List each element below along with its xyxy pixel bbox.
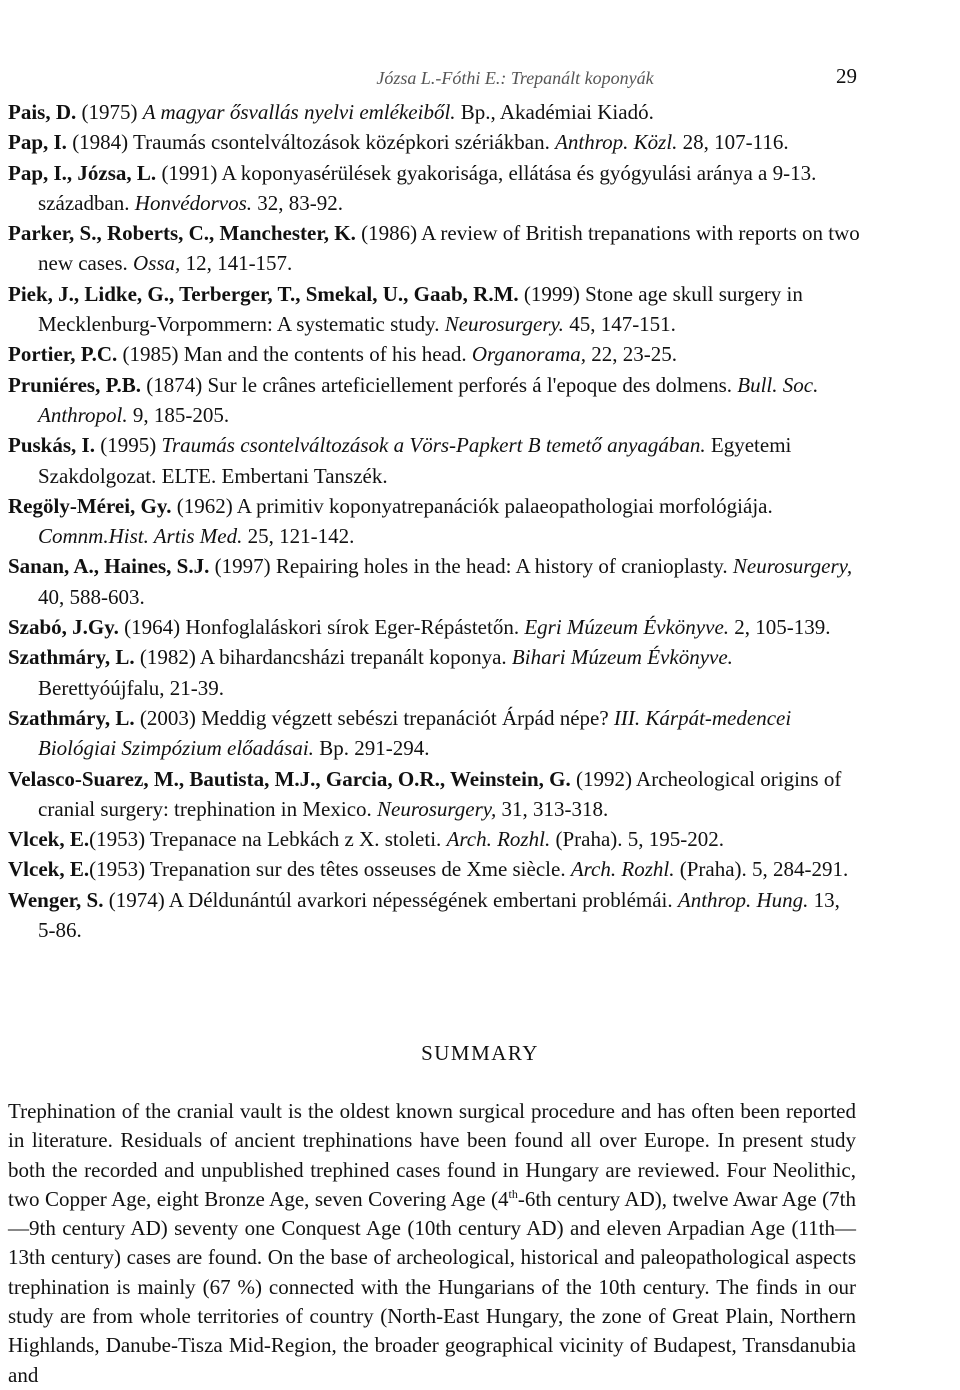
reference-entry bbox=[8, 218, 860, 279]
ref-rest: 40, 588-603. bbox=[38, 584, 145, 609]
reference-list bbox=[8, 97, 860, 945]
ref-authors: Sanan, A., Haines, S.J. bbox=[8, 554, 210, 579]
ref-title: Bull. Soc. Anthropol. bbox=[38, 372, 819, 427]
ref-rest: Egyetemi Szakdolgozat. ELTE. Embertani Tanszék. bbox=[38, 433, 792, 488]
ref-text: (1984) Traumás csontelváltozások középkori szériákban. bbox=[66, 130, 556, 155]
reference-entry bbox=[8, 430, 860, 491]
ref-title: Organorama, bbox=[471, 342, 587, 367]
reference-entry bbox=[8, 97, 860, 127]
ref-title: Comnm.Hist. Artis Med. bbox=[38, 524, 243, 549]
reference-entry bbox=[8, 339, 860, 369]
reference-entry bbox=[8, 158, 860, 219]
ref-text: (1992) Archeological origins of cranial surgery: trephination in Mexico. bbox=[38, 766, 842, 821]
ref-text: (1975) bbox=[76, 100, 143, 124]
ref-authors: Pais, D. bbox=[8, 100, 77, 124]
ref-rest: 28, 107-116. bbox=[677, 130, 789, 155]
ref-text: (1991) A koponyasérülések gyakorisága, ellátása és gyógyulási aránya a 9-13. században. bbox=[38, 160, 817, 215]
reference-entry bbox=[8, 642, 860, 703]
ref-authors: Szathmáry, L. bbox=[8, 645, 135, 670]
ref-title: Anthrop. Közl. bbox=[555, 130, 678, 155]
running-head: Józsa L.-Fóthi E.: Trepanált koponyák bbox=[376, 68, 654, 88]
ref-authors: Puskás, I. bbox=[8, 433, 95, 458]
ref-authors: Szathmáry, L. bbox=[8, 705, 135, 730]
ref-authors: Velasco-Suarez, M., Bautista, M.J., Garcia, O.R., Weinstein, G. bbox=[8, 766, 571, 791]
ref-title: Bihari Múzeum Évkönyve. bbox=[511, 645, 733, 670]
reference-entry bbox=[8, 491, 860, 552]
ref-rest: Bp., Akadémiai Kiadó. bbox=[455, 100, 654, 124]
ref-authors: Portier, P.C. bbox=[8, 342, 118, 367]
ref-text: (1985) Man and the contents of his head. bbox=[117, 342, 472, 367]
reference-entry bbox=[8, 824, 860, 854]
ref-authors: Pap, I., Józsa, L. bbox=[8, 160, 157, 185]
ref-authors: Parker, S., Roberts, C., Manchester, K. bbox=[8, 221, 356, 246]
summary-text-part-2: -6th century AD), twelve Awar Age (7th—9th century AD) seventy one Conquest Age (10th century AD) and eleven Arpadian Age (11th—13th century) cases are found. On the base of archeological, historical and paleopathological aspects trephination is mainly (67 %) connected with the Hungarians of the 10th century. The finds in our study are from whole territories of country (North-East Hungary, the zone of Great Plain, Northern Highlands, Danube-Tisza Mid-Region, the broader geographical vicinity of Budapest, Transdanubia and bbox=[8, 1186, 856, 1387]
ref-rest: 2, 105-139. bbox=[729, 615, 831, 640]
ref-rest: 45, 147-151. bbox=[563, 312, 676, 337]
ref-authors: Wenger, S. bbox=[8, 887, 104, 912]
page-header bbox=[0, 60, 960, 94]
ref-rest: (Praha). 5, 195-202. bbox=[550, 827, 724, 852]
ref-rest: 31, 313-318. bbox=[496, 796, 609, 821]
ref-authors: Piek, J., Lidke, G., Terberger, T., Smekal, U., Gaab, R.M. bbox=[8, 281, 519, 306]
ref-title: Arch. Rozhl. bbox=[446, 827, 551, 852]
ref-title: Honvédorvos. bbox=[134, 190, 253, 215]
reference-entry bbox=[8, 551, 860, 612]
ref-authors: Vlcek, E. bbox=[8, 857, 90, 882]
ref-rest: 12, 141-157. bbox=[180, 251, 293, 276]
ref-text: (1974) A Déldunántúl avarkori népességének embertani problémái. bbox=[103, 887, 678, 912]
ref-title: Neurosurgery, bbox=[732, 554, 853, 579]
ref-title: Arch. Rozhl. bbox=[570, 857, 675, 882]
ref-title: Egri Múzeum Évkönyve. bbox=[524, 615, 730, 640]
ref-authors: Regöly-Mérei, Gy. bbox=[8, 493, 172, 518]
summary-heading: SUMMARY bbox=[421, 1041, 539, 1065]
ref-authors: Pruniéres, P.B. bbox=[8, 372, 142, 397]
ref-rest: 9, 185-205. bbox=[127, 402, 230, 427]
reference-entry bbox=[8, 279, 860, 340]
reference-entry bbox=[8, 885, 860, 946]
ref-text: (1986) A review of British trepanations with reports on two new cases. bbox=[38, 221, 860, 276]
ref-text: (1999) Stone age skull surgery in Mecklenburg-Vorpommern: A systematic study. bbox=[38, 281, 803, 337]
ref-authors: Szabó, J.Gy. bbox=[8, 615, 119, 640]
summary-paragraph bbox=[8, 1097, 856, 1390]
ref-title: Neurosurgery, bbox=[377, 796, 497, 821]
ref-rest: 13, 5-86. bbox=[38, 887, 840, 943]
summary-text-part-1: Trephination of the cranial vault is the oldest known surgical procedure and has often been reported in literature. Residuals of ancient trephinations have been found all over Europe. In present study both the recorded and unpublished trephined cases found in Hungary are reviewed. Four Neolithic, two Copper Age, eight Bronze Age, seven Covering Age (4 bbox=[8, 1099, 856, 1211]
reference-entry bbox=[8, 370, 860, 431]
page-number: 29 bbox=[836, 64, 857, 88]
ref-rest: Bp. 291-294. bbox=[313, 736, 430, 761]
ref-title: Anthrop. Hung. bbox=[677, 887, 809, 912]
ref-text: (1953) Trepanation sur des têtes osseuses de Xme siècle. bbox=[89, 857, 571, 882]
ref-title: III. Kárpát-medencei Biológiai Szimpózium előadásai. bbox=[38, 705, 792, 761]
ref-rest: 22, 23-25. bbox=[586, 342, 678, 367]
ref-title: Neurosurgery. bbox=[444, 312, 564, 337]
ref-text: (2003) Meddig végzett sebészi trepanációt Árpád népe? bbox=[134, 705, 614, 730]
reference-entry bbox=[8, 127, 860, 157]
ref-rest: 32, 83-92. bbox=[252, 190, 344, 215]
ref-title: A magyar ősvallás nyelvi emlékeiből. bbox=[142, 100, 456, 124]
reference-entry bbox=[8, 612, 860, 642]
ref-text: (1982) A bihardancsházi trepanált koponya. bbox=[134, 645, 512, 670]
ref-title: Ossa, bbox=[133, 251, 181, 276]
superscript-th: th bbox=[508, 1186, 518, 1201]
ref-title: Traumás csontelváltozások a Vörs-Papkert B temető anyagában. bbox=[161, 433, 706, 458]
ref-rest: Berettyóújfalu, 21-39. bbox=[38, 675, 225, 700]
ref-rest: (Praha). 5, 284-291. bbox=[674, 857, 849, 882]
reference-entry bbox=[8, 764, 860, 825]
reference-entry bbox=[8, 703, 860, 764]
ref-text: (1962) A primitiv koponyatrepanációk palaeopathologiai morfológiája. bbox=[171, 493, 773, 518]
ref-text: (1953) Trepanace na Lebkách z X. stoleti. bbox=[89, 827, 447, 852]
ref-text: (1874) Sur le crânes arteficiellement perforés á l'epoque des dolmens. bbox=[141, 372, 738, 397]
ref-text: (1997) Repairing holes in the head: A history of cranioplasty. bbox=[209, 554, 733, 579]
ref-text: (1964) Honfoglaláskori sírok Eger-Répástetőn. bbox=[118, 615, 525, 640]
ref-text: (1995) bbox=[94, 433, 162, 458]
ref-rest: 25, 121-142. bbox=[242, 524, 355, 549]
ref-authors: Pap, I. bbox=[8, 130, 67, 155]
reference-entry bbox=[8, 854, 860, 884]
ref-authors: Vlcek, E. bbox=[8, 827, 90, 852]
